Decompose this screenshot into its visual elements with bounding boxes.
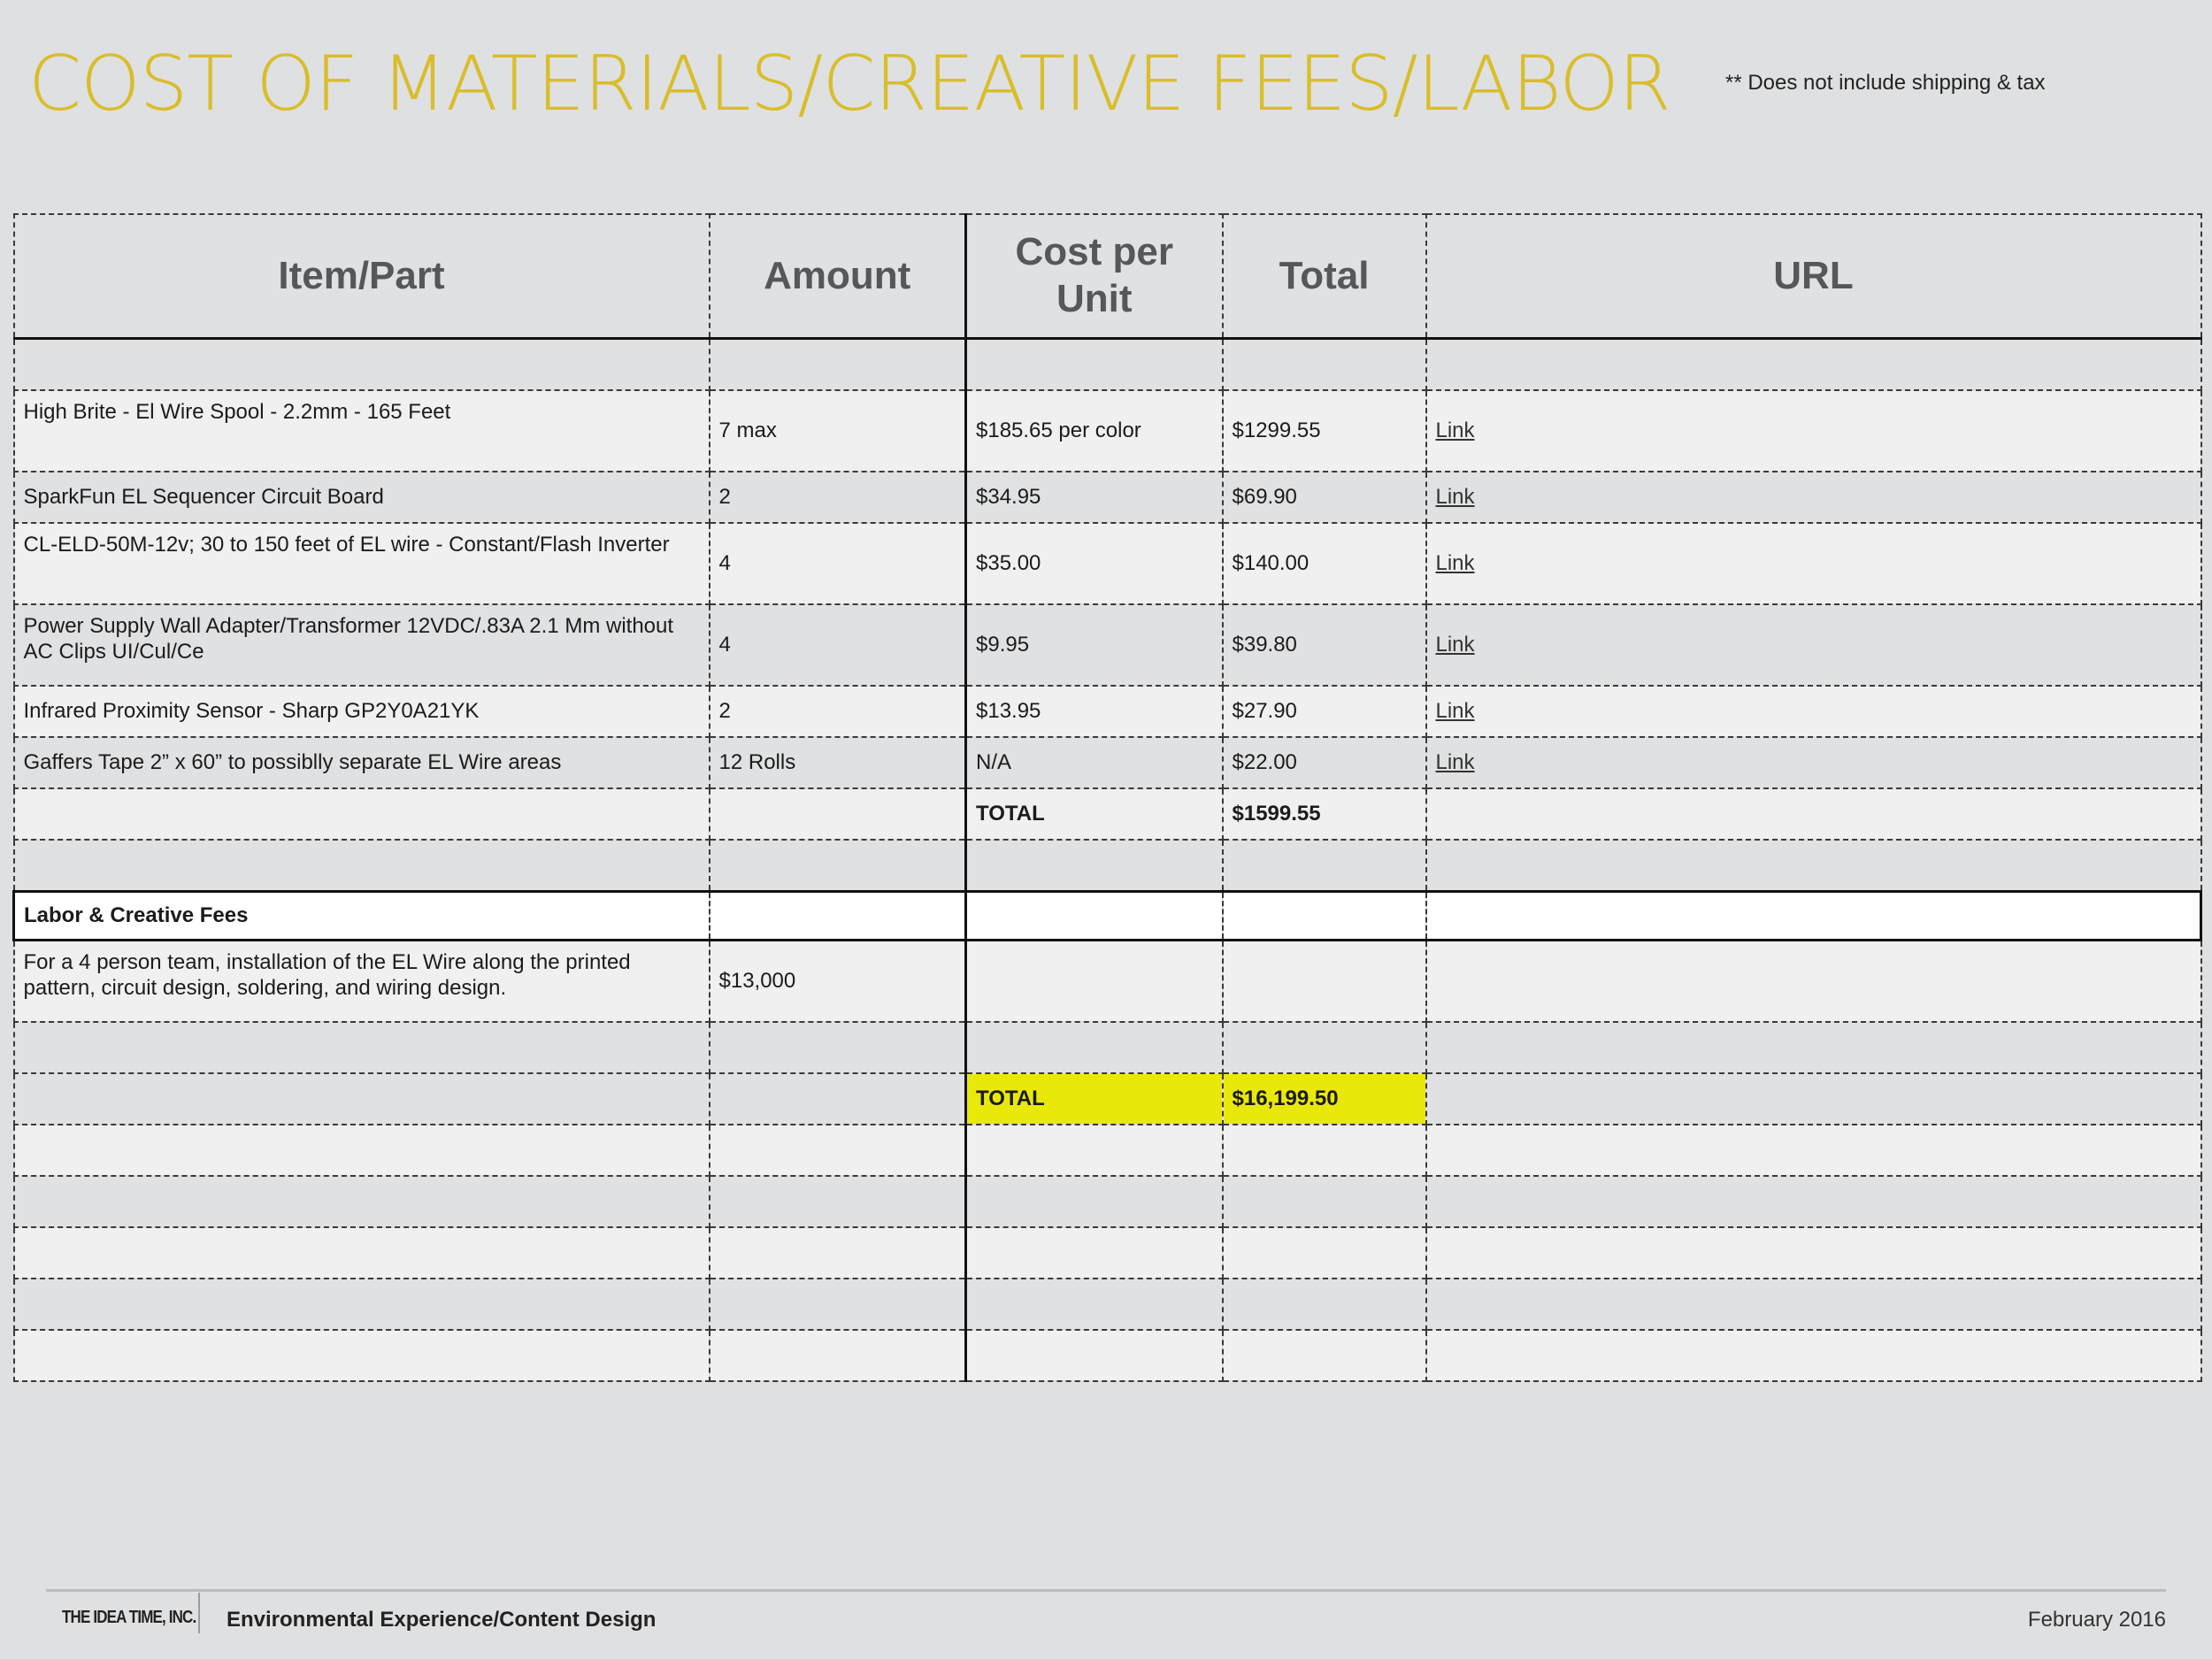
table-header-row (14, 214, 2201, 339)
empty-cell (966, 1022, 1223, 1073)
table-row (14, 686, 2201, 737)
amount-cell: 12 Rolls (710, 737, 966, 788)
url-cell (1426, 686, 2201, 737)
empty-cell (966, 1330, 1223, 1381)
labor-header-row (14, 892, 2201, 941)
labor-row (14, 941, 2201, 1023)
item-cell: High Brite - El Wire Spool - 2.2mm - 165 Feet (14, 390, 710, 472)
column-header-amount: Amount (710, 214, 966, 339)
cost-cell: $34.95 (966, 472, 1223, 523)
amount-cell: 2 (710, 472, 966, 523)
empty-cell (14, 1330, 710, 1381)
item-cell: SparkFun EL Sequencer Circuit Board (14, 472, 710, 523)
table-row (14, 390, 2201, 472)
product-link[interactable]: Link (1435, 750, 1475, 774)
company-logo: THE IDEA TIME, INC. (62, 1608, 196, 1627)
footer-tagline: Environmental Experience/Content Design (227, 1608, 657, 1632)
empty-cell (1426, 788, 2201, 840)
empty-cell (710, 1073, 966, 1125)
product-link[interactable]: Link (1435, 419, 1475, 442)
empty-cell (710, 1279, 966, 1330)
empty-cell (1426, 1330, 2201, 1381)
total-cell: $1299.55 (1223, 390, 1426, 472)
item-cell: Gaffers Tape 2” x 60” to possiblly separate EL Wire areas (14, 737, 710, 788)
cost-cell: $185.65 per color (966, 390, 1223, 472)
empty-cell (710, 840, 966, 892)
empty-cell (710, 1330, 966, 1381)
item-cell: Infrared Proximity Sensor - Sharp GP2Y0A21YK (14, 686, 710, 737)
footer-vertical-divider (198, 1593, 200, 1633)
empty-cell (966, 1176, 1223, 1227)
empty-cell (14, 1279, 710, 1330)
empty-cell (1223, 339, 1426, 391)
amount-cell: 2 (710, 686, 966, 737)
total-cell: $69.90 (1223, 472, 1426, 523)
empty-cell (1223, 1125, 1426, 1176)
empty-cell (14, 1073, 710, 1125)
empty-cell (1426, 1125, 2201, 1176)
labor-description: For a 4 person team, installation of the EL Wire along the printed pattern, circuit design, soldering, and wiring design. (14, 941, 710, 1023)
item-cell: CL-ELD-50M-12v; 30 to 150 feet of EL wire - Constant/Flash Inverter (14, 523, 710, 604)
empty-cell (14, 339, 710, 391)
empty-cell (1223, 1330, 1426, 1381)
materials-total-label: TOTAL (966, 788, 1223, 840)
empty-cell (1426, 840, 2201, 892)
amount-cell: 7 max (710, 390, 966, 472)
total-cell: $39.80 (1223, 604, 1426, 686)
labor-header: Labor & Creative Fees (14, 892, 710, 941)
cost-cell: $35.00 (966, 523, 1223, 604)
footer-date: February 2016 (2027, 1608, 2166, 1632)
total-cell: $22.00 (1223, 737, 1426, 788)
url-cell (1426, 523, 2201, 604)
empty-cell (1223, 892, 1426, 941)
footer-divider-line (46, 1589, 2166, 1592)
total-cell: $140.00 (1223, 523, 1426, 604)
empty-cell (14, 1125, 710, 1176)
empty-cell (1223, 941, 1426, 1023)
product-link[interactable]: Link (1435, 633, 1475, 657)
empty-cell (1426, 1073, 2201, 1125)
url-cell (1426, 472, 2201, 523)
empty-cell (966, 339, 1223, 391)
empty-cell (966, 840, 1223, 892)
cost-cell: $13.95 (966, 686, 1223, 737)
empty-cell (710, 1176, 966, 1227)
empty-cell (966, 1125, 1223, 1176)
empty-cell (710, 788, 966, 840)
amount-cell: 4 (710, 523, 966, 604)
item-cell: Power Supply Wall Adapter/Transformer 12VDC/.83A 2.1 Mm without AC Clips UI/Cul/Ce (14, 604, 710, 686)
table-row (14, 523, 2201, 604)
empty-cell (1426, 339, 2201, 391)
url-cell (1426, 390, 2201, 472)
total-cell: $27.90 (1223, 686, 1426, 737)
table-row (14, 1227, 2201, 1279)
empty-cell (1426, 892, 2201, 941)
empty-cell (1223, 1227, 1426, 1279)
empty-cell (966, 941, 1223, 1023)
product-link[interactable]: Link (1435, 485, 1475, 509)
table-row (14, 840, 2201, 892)
table-row (14, 737, 2201, 788)
empty-cell (966, 1279, 1223, 1330)
empty-cell (710, 339, 966, 391)
empty-cell (710, 892, 966, 941)
empty-cell (1426, 1227, 2201, 1279)
empty-cell (1426, 1022, 2201, 1073)
empty-cell (1223, 1279, 1426, 1330)
table-row (14, 472, 2201, 523)
empty-cell (14, 840, 710, 892)
empty-cell (14, 1176, 710, 1227)
empty-cell (1426, 941, 2201, 1023)
table-row (14, 1176, 2201, 1227)
column-header-url: URL (1426, 214, 2201, 339)
grand-total-row (14, 1073, 2201, 1125)
table-row (14, 1330, 2201, 1381)
column-header-cost-label: Cost per Unit (1015, 230, 1173, 320)
url-cell (1426, 604, 2201, 686)
empty-cell (1223, 840, 1426, 892)
grand-total-label: TOTAL (966, 1073, 1223, 1125)
table-row (14, 1022, 2201, 1073)
product-link[interactable]: Link (1435, 551, 1475, 575)
table-row (14, 1279, 2201, 1330)
product-link[interactable]: Link (1435, 699, 1475, 723)
empty-cell (710, 1022, 966, 1073)
empty-cell (14, 1022, 710, 1073)
empty-cell (1223, 1176, 1426, 1227)
cost-cell: $9.95 (966, 604, 1223, 686)
empty-cell (966, 892, 1223, 941)
empty-cell (1223, 1022, 1426, 1073)
column-header-total: Total (1223, 214, 1426, 339)
cost-cell: N/A (966, 737, 1223, 788)
table-row (14, 339, 2201, 391)
empty-cell (710, 1227, 966, 1279)
column-header-cost (966, 214, 1223, 339)
cost-table (12, 213, 2202, 1382)
amount-cell: 4 (710, 604, 966, 686)
materials-total-value: $1599.55 (1223, 788, 1426, 840)
materials-total-row (14, 788, 2201, 840)
shipping-note: ** Does not include shipping & tax (1725, 71, 2046, 95)
page-title: COST OF MATERIALS/CREATIVE FEES/LABOR (28, 40, 1671, 128)
table-row (14, 604, 2201, 686)
grand-total-value: $16,199.50 (1223, 1073, 1426, 1125)
url-cell (1426, 737, 2201, 788)
empty-cell (710, 1125, 966, 1176)
labor-amount: $13,000 (710, 941, 966, 1023)
empty-cell (966, 1227, 1223, 1279)
empty-cell (1426, 1279, 2201, 1330)
column-header-item: Item/Part (14, 214, 710, 339)
empty-cell (14, 788, 710, 840)
empty-cell (14, 1227, 710, 1279)
empty-cell (1426, 1176, 2201, 1227)
table-row (14, 1125, 2201, 1176)
